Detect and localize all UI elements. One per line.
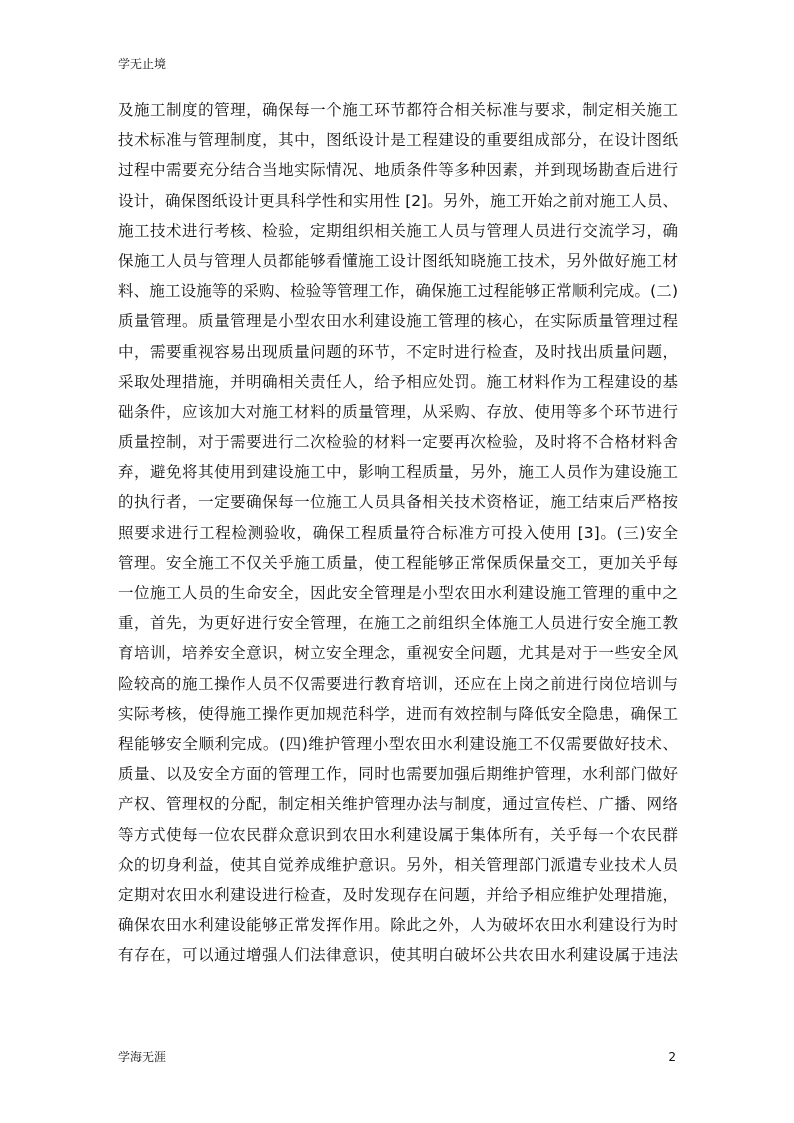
- text-line: 产权、管理权的分配，制定相关维护管理办法与制度，通过宣传栏、广播、网络: [118, 795, 678, 814]
- text-line: 及施工制度的管理，确保每一个施工环节都符合相关标准与要求，制定相关施工: [118, 101, 678, 119]
- text-line: 一位施工人员的生命安全，因此安全管理是小型农田水利建设施工管理的重中之: [118, 584, 678, 602]
- page-number: 2: [668, 1050, 676, 1064]
- body-text: [118, 95, 678, 970]
- text-line: 弃，避免将其使用到建设施工中，影响工程质量，另外，施工人员作为建设施工: [118, 463, 678, 482]
- text-line: 质量、以及安全方面的管理工作，同时也需要加强后期维护管理，水利部门做好: [118, 765, 678, 784]
- text-line: 础条件，应该加大对施工材料的质量管理，从采购、存放、使用等多个环节进行: [118, 402, 678, 421]
- text-line: 设计，确保图纸设计更具科学性和实用性 [2]。另外，施工开始之前对施工人员、: [118, 191, 678, 210]
- text-line: 险较高的施工操作人员不仅需要进行教育培训，还应在上岗之前进行岗位培训与: [118, 674, 678, 693]
- text-line: 保施工人员与管理人员都能够看懂施工设计图纸知晓施工技术，另外做好施工材: [118, 251, 678, 270]
- text-line: 的执行者，一定要确保每一位施工人员具备相关技术资格证，施工结束后严格按: [118, 493, 678, 512]
- text-line: 确保农田水利建设能够正常发挥作用。除此之外，人为破坏农田水利建设行为时: [118, 916, 678, 935]
- text-line: 实际考核，使得施工操作更加规范科学，进而有效控制与降低安全隐患，确保工: [118, 704, 678, 723]
- text-line: 程能够安全顺利完成。(四)维护管理小型农田水利建设施工不仅需要做好技术、: [118, 734, 678, 753]
- text-line: 照要求进行工程检测验收，确保工程质量符合标准方可投入使用 [3]。(三)安全: [118, 523, 678, 542]
- page-header: 学无止境: [118, 57, 167, 71]
- text-line: 等方式使每一位农民群众意识到农田水利建设属于集体所有，关乎每一个农民群: [118, 825, 678, 844]
- text-line: 质量控制，对于需要进行二次检验的材料一定要再次检验，及时将不合格材料舍: [118, 433, 678, 452]
- text-line: 技术标准与管理制度，其中，图纸设计是工程建设的重要组成部分，在设计图纸: [118, 131, 678, 150]
- text-line: 重，首先，为更好进行安全管理，在施工之前组织全体施工人员进行安全施工教: [118, 614, 678, 633]
- text-line: 施工技术进行考核、检验，定期组织相关施工人员与管理人员进行交流学习，确: [118, 221, 678, 240]
- text-line: 管理。安全施工不仅关乎施工质量，使工程能够正常保质保量交工，更加关乎每: [118, 553, 678, 572]
- text-line: 中，需要重视容易出现质量问题的环节，不定时进行检查，及时找出质量问题，: [118, 342, 678, 361]
- text-line: 定期对农田水利建设进行检查，及时发现存在问题，并给予相应维护处理措施，: [118, 885, 678, 904]
- text-line: 有存在，可以通过增强人们法律意识，使其明白破坏公共农田水利建设属于违法: [118, 946, 678, 965]
- text-line: 质量管理。质量管理是小型农田水利建设施工管理的核心，在实际质量管理过程: [118, 312, 678, 331]
- text-line: 育培训，培养安全意识，树立安全理念，重视安全问题，尤其是对于一些安全风: [118, 644, 678, 663]
- text-line: 过程中需要充分结合当地实际情况、地质条件等多种因素，并到现场勘查后进行: [118, 161, 678, 180]
- text-line: 料、施工设施等的采购、检验等管理工作，确保施工过程能够正常顺利完成。(二): [118, 282, 678, 301]
- text-line: 众的切身利益，使其自觉养成维护意识。另外，相关管理部门派遣专业技术人员: [118, 855, 678, 874]
- text-line: 采取处理措施，并明确相关责任人，给予相应处罚。施工材料作为工程建设的基: [118, 372, 678, 391]
- page-footer-text: 学海无涯: [118, 1050, 167, 1064]
